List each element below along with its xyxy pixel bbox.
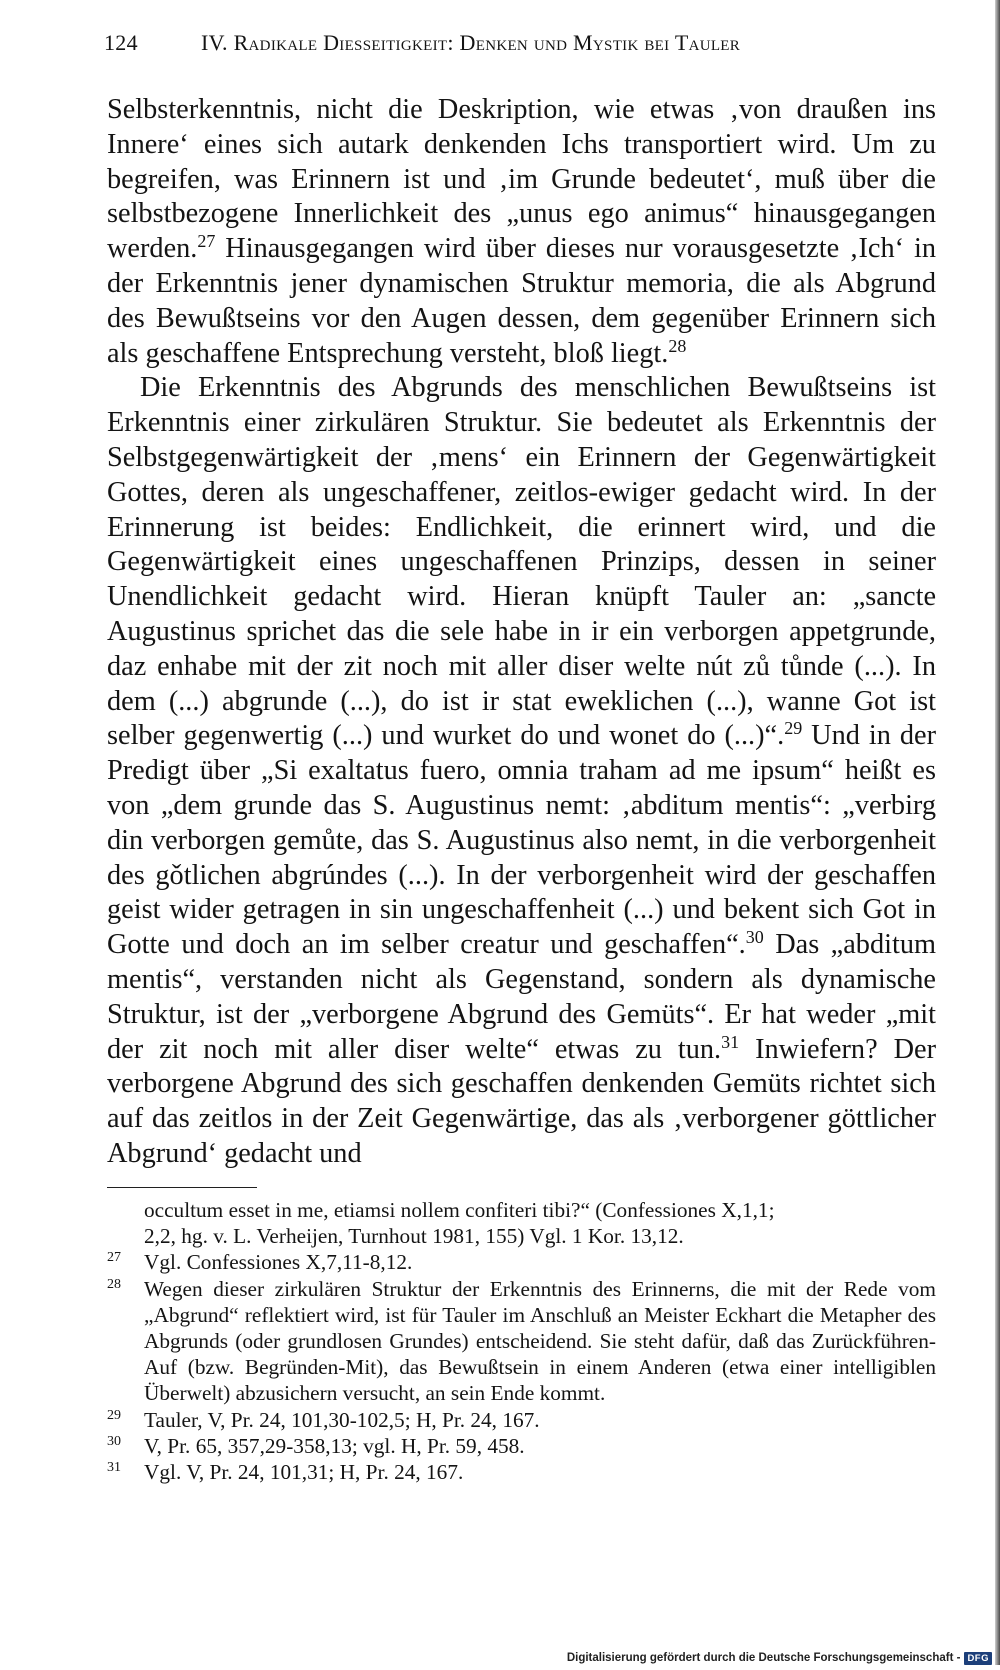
- footnote-number: 28: [107, 1276, 121, 1292]
- footnotes: [107, 1197, 936, 1485]
- footnote-ref-27: 27: [197, 231, 216, 252]
- footnote-31: [107, 1459, 936, 1485]
- text-run: Hinausgegangen wird über dieses nur vorausgesetzte ‚Ich‘ in der Erkenntnis jener dynamischen Struktur memoria, die als Abgrund des Bewußtseins vor den Augen dessen, dem gegenüber Erinnern sich als geschaffene Entsprechung versteht, bloß liegt.: [107, 233, 936, 369]
- footnote-text: V, Pr. 65, 357,29-358,13; vgl. H, Pr. 59, 458.: [144, 1433, 525, 1458]
- paragraph-2: [107, 371, 936, 1171]
- footnote-number: 31: [107, 1460, 121, 1476]
- footnote-continuation-line: occultum esset in me, etiamsi nollem confiteri tibi?“ (Confessiones X,1,1;: [144, 1198, 775, 1222]
- footnote-number: 29: [107, 1407, 121, 1423]
- footnote-ref-31: 31: [721, 1031, 740, 1052]
- digitization-credit: [567, 1649, 992, 1667]
- running-header: [104, 30, 890, 62]
- footnote-29: [107, 1407, 936, 1433]
- footnote-28: [107, 1276, 936, 1407]
- footnote-text: Vgl. Confessiones X,7,11-8,12.: [144, 1250, 413, 1275]
- page-edge-shadow: [995, 0, 1000, 1665]
- footnote-ref-28: 28: [668, 335, 687, 356]
- footnote-ref-30: 30: [745, 927, 764, 948]
- text-run: Selbsterkenntnis, nicht die Deskription, wie etwas ‚von draußen ins Innere‘ eines sich autark denkenden Ichs transportiert wird. Um zu begreifen, was Erinnern ist und ‚im Grunde bedeutet‘, muß über die selbstbezogene Innerlichkeit des „unus ego animus“ hinausgegangen werden.: [107, 94, 936, 265]
- text-run: Das „abditum mentis“, verstanden nicht als Gegenstand, sondern als dynamische Struktur, ist der „verborgene Abgrund des Gemüts“. Er hat weder „mit der zit noch mit aller diser welte“ etwas zu tun.: [107, 929, 936, 1065]
- footnote-ref-29: 29: [784, 718, 803, 739]
- text-run: Inwiefern? Der verborgene Abgrund des sich geschaffen denkenden Gemüts richtet sich auf das zeitlos in der Zeit Gegenwärtige, das als ‚verborgener göttlicher Abgrund‘ gedacht und: [107, 1033, 936, 1169]
- footnote-number: 30: [107, 1433, 121, 1449]
- dfg-logo: DFG: [964, 1652, 992, 1665]
- text-run: Und in der Predigt über „Si exaltatus fuero, omnia traham ad me ipsum“ heißt es von „dem grunde das S. Augustinus nemt: ‚abditum mentis“: „verbirg din verborgen gemůte, das S. Augustinus also nemt, in die verborgenheit des gǒtlichen abgrúndes (...). In der verborgenheit wird der geschaffen geist wider getragen in sin ungeschaffenheit (...) und bekent sich Got in Gotte und doch an im selber creatur und geschaffen“.: [107, 720, 936, 961]
- footnote-continuation-line: 2,2, hg. v. L. Verheijen, Turnhout 1981, 155) Vgl. 1 Kor. 13,12.: [144, 1224, 684, 1249]
- footnote-continuation: [107, 1197, 936, 1249]
- text-run: Die Erkenntnis des Abgrunds des menschlichen Bewußtseins ist Erkenntnis einer zirkulären Struktur. Sie bedeutet als Erkenntnis der Selbstgegenwärtigkeit der ‚mens‘ ein Erinnern der Gegenwärtigkeit Gottes, deren als ungeschaffener, zeitlos-ewiger gedacht wird. In der Erinnerung ist beides: Endlichkeit, die erinnert wird, und die Gegenwärtigkeit eines ungeschaffenen Prinzips, dessen in seiner Unendlichkeit gedacht wird. Hieran knüpft Tauler an: „sancte Augustinus sprichet das die sele habe in ir ein verborgen appetgrunde, daz enhabe mit der zit noch mit aller diser welte nút zů tůnde (...). In dem (...) abgrunde (...), do ist ir stat eweklichen (...), wanne Got ist selber gegenwertig (...) und wurket do und wonet do (...)“.: [107, 372, 936, 752]
- footnote-text: Tauler, V, Pr. 24, 101,30-102,5; H, Pr. 24, 167.: [144, 1407, 540, 1432]
- running-title: IV. Radikale Diesseitigkeit: Denken und Mystik bei Tauler: [201, 30, 741, 55]
- main-text: [107, 93, 936, 1172]
- page-number: 124: [104, 30, 138, 55]
- footnote-text: Wegen dieser zirkulären Struktur der Erkenntnis des Erinnerns, die mit der Rede vom „Abgrund“ reflektiert wird, ist für Tauler im Anschluß an Meister Eckhart die Metapher des Abgrunds (oder grundlosen Grundes) entscheidend. Sie steht dafür, daß das Zurückführen-Auf (bzw. Begründen-Mit), das Bewußtsein in einem Anderen (etwa einer intelligiblen Überwelt) abzusichern versucht, an sein Ende kommt.: [144, 1276, 936, 1406]
- paragraph-1: [107, 93, 936, 371]
- credit-text: Digitalisierung gefördert durch die Deutsche Forschungsgemeinschaft -: [566, 1652, 961, 1664]
- footnote-text: Vgl. V, Pr. 24, 101,31; H, Pr. 24, 167.: [144, 1460, 464, 1485]
- footnote-30: [107, 1433, 936, 1459]
- footnote-separator: [107, 1187, 257, 1188]
- footnote-number: 27: [107, 1250, 121, 1266]
- footnote-27: [107, 1249, 936, 1275]
